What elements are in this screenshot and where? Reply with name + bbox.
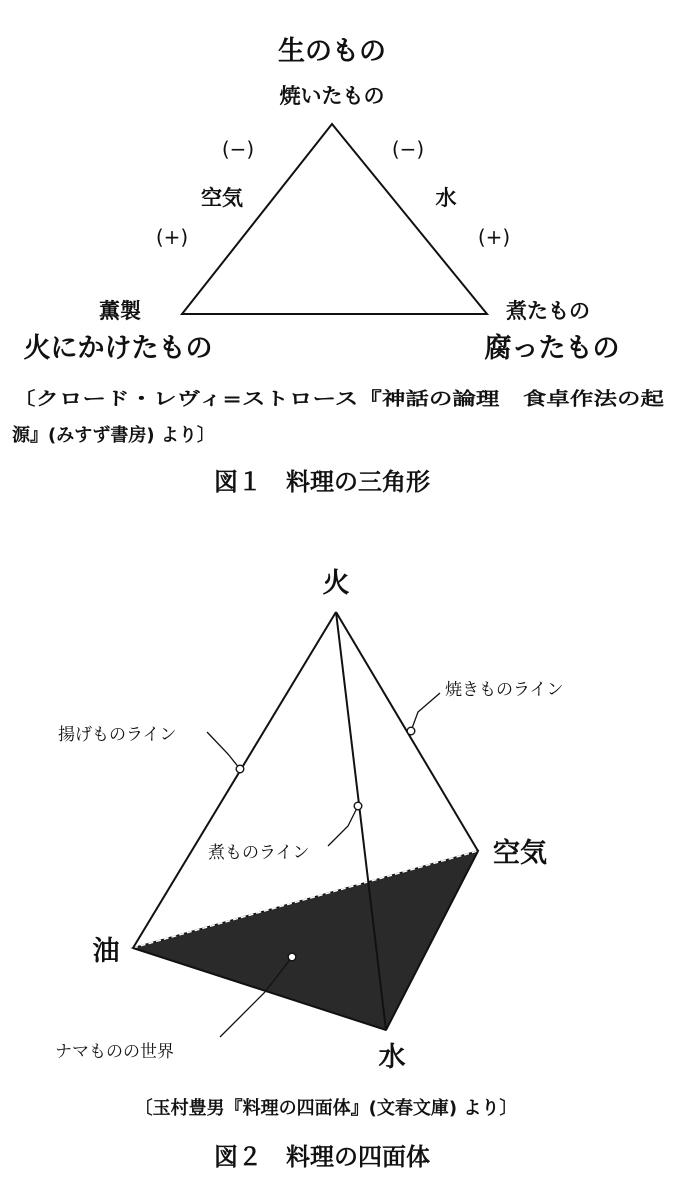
left-edge-medium-air: 空気 bbox=[201, 186, 243, 210]
figure1-source-line2: 源』(みすず書房) より〕 bbox=[12, 425, 215, 446]
label-boiled-line: 煮ものライン bbox=[208, 843, 310, 863]
right-edge-sign-plus: (+) bbox=[477, 225, 511, 249]
figure1-caption: 図１ 料理の三角形 bbox=[214, 468, 430, 496]
vertex-fire: 火 bbox=[322, 568, 350, 599]
vertex-air: 空気 bbox=[493, 838, 547, 869]
right-edge-sign-minus: (−) bbox=[391, 137, 425, 161]
edge-fire-oil bbox=[133, 612, 336, 948]
leader-boiled-line bbox=[328, 806, 358, 846]
left-edge-sign-plus: (+) bbox=[155, 225, 189, 249]
figure1-culinary-triangle bbox=[12, 36, 664, 496]
vertex-right-main: 腐ったもの bbox=[484, 333, 620, 364]
vertex-left-main: 火にかけたもの bbox=[23, 333, 213, 364]
vertex-top-main: 生のもの bbox=[278, 36, 386, 67]
left-edge-sign-minus: (−) bbox=[221, 137, 255, 161]
marker-raw-world bbox=[288, 953, 296, 961]
marker-boiled-line bbox=[354, 802, 362, 810]
label-grilled-line: 焼きものライン bbox=[445, 680, 564, 700]
figure2-culinary-tetrahedron bbox=[55, 568, 564, 1171]
leader-fried-line bbox=[207, 732, 240, 769]
marker-grilled-line bbox=[407, 727, 415, 735]
vertex-water: 水 bbox=[378, 1042, 406, 1073]
label-raw-world: ナマものの世界 bbox=[55, 1042, 174, 1062]
figure2-source: 〔玉村豊男『料理の四面体』(文春文庫) より〕 bbox=[134, 1098, 518, 1119]
marker-fried-line bbox=[236, 765, 244, 773]
vertex-oil: 油 bbox=[92, 936, 120, 967]
label-fried-line: 揚げものライン bbox=[58, 725, 177, 745]
figure2-caption: 図２ 料理の四面体 bbox=[214, 1143, 430, 1171]
vertex-left-sub: 薫製 bbox=[99, 299, 141, 323]
vertex-right-sub: 煮たもの bbox=[506, 299, 590, 323]
right-edge-medium-water: 水 bbox=[435, 186, 457, 210]
figure1-source-line1: 〔クロード・レヴィ=ストロース『神話の論理 食卓作法の起 bbox=[12, 389, 512, 410]
vertex-top-sub: 焼いたもの bbox=[279, 84, 385, 108]
leader-grilled-line bbox=[411, 693, 440, 731]
